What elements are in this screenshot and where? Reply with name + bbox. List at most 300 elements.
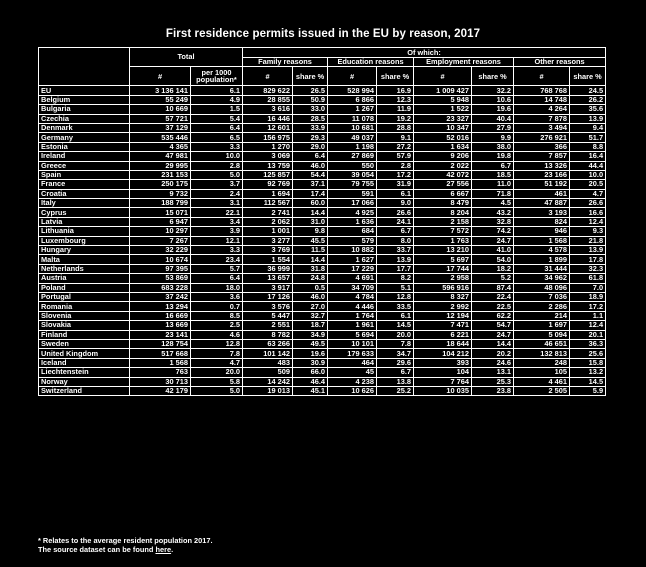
employment-share-cell: 25.3 [472,377,514,386]
header-other-share: share % [570,67,606,86]
country-cell: Netherlands [39,264,130,273]
employment-share-cell: 54.7 [472,321,514,330]
employment-count-cell: 7 471 [414,321,472,330]
employment-share-cell: 43.2 [472,208,514,217]
other-count-cell: 214 [514,311,570,320]
family-share-cell: 29.0 [293,142,328,151]
other-share-cell: 15.8 [570,358,606,367]
education-count-cell: 4 446 [328,302,377,311]
table-row [39,283,606,292]
header-family: Family reasons [243,58,328,67]
education-share-cell: 12.3 [377,95,414,104]
per-1000-cell: 6.4 [191,123,243,132]
table-row [39,274,606,283]
total-count-cell: 763 [130,368,191,377]
table-row [39,368,606,377]
other-count-cell: 34 962 [514,274,570,283]
employment-count-cell: 6 667 [414,189,472,198]
employment-count-cell: 2 958 [414,274,472,283]
family-share-cell: 32.7 [293,311,328,320]
country-cell: Denmark [39,123,130,132]
employment-count-cell: 7 572 [414,227,472,236]
header-education-share: share % [377,67,414,86]
per-1000-cell: 6.4 [191,274,243,283]
employment-share-cell: 40.4 [472,114,514,123]
family-count-cell: 112 567 [243,199,293,208]
education-share-cell: 8.2 [377,274,414,283]
total-count-cell: 6 947 [130,217,191,226]
family-count-cell: 63 266 [243,339,293,348]
table-row [39,170,606,179]
employment-share-cell: 32.8 [472,217,514,226]
table-row [39,227,606,236]
education-count-cell: 1 267 [328,105,377,114]
education-count-cell: 464 [328,358,377,367]
total-count-cell: 250 175 [130,180,191,189]
table-row [39,246,606,255]
employment-share-cell: 74.2 [472,227,514,236]
table-row [39,180,606,189]
family-count-cell: 1 554 [243,255,293,264]
per-1000-cell: 2.8 [191,161,243,170]
employment-count-cell: 5 948 [414,95,472,104]
family-count-cell: 14 242 [243,377,293,386]
education-share-cell: 26.6 [377,208,414,217]
other-share-cell: 4.7 [570,189,606,198]
education-share-cell: 11.9 [377,105,414,114]
family-count-cell: 1 694 [243,189,293,198]
education-count-cell: 1 961 [328,321,377,330]
family-share-cell: 60.0 [293,199,328,208]
education-count-cell: 6 866 [328,95,377,104]
education-count-cell: 4 238 [328,377,377,386]
country-cell: Switzerland [39,386,130,395]
employment-share-cell: 22.4 [472,292,514,301]
family-count-cell: 509 [243,368,293,377]
education-share-cell: 2.8 [377,161,414,170]
other-share-cell: 35.6 [570,105,606,114]
family-count-cell: 1 270 [243,142,293,151]
education-share-cell: 9.1 [377,133,414,142]
other-count-cell: 4 461 [514,377,570,386]
other-count-cell: 48 096 [514,283,570,292]
footnote: * Relates to the average resident population 2017. [38,536,213,545]
education-count-cell: 1 764 [328,311,377,320]
country-cell: Lithuania [39,227,130,236]
other-share-cell: 51.7 [570,133,606,142]
employment-share-cell: 11.0 [472,180,514,189]
table-notes [38,536,213,554]
education-count-cell: 579 [328,236,377,245]
employment-share-cell: 22.5 [472,302,514,311]
total-count-cell: 128 754 [130,339,191,348]
family-count-cell: 13 657 [243,274,293,283]
other-count-cell: 7 036 [514,292,570,301]
family-count-cell: 19 013 [243,386,293,395]
per-1000-cell: 8.5 [191,311,243,320]
country-cell: France [39,180,130,189]
table-row [39,217,606,226]
family-share-cell: 37.1 [293,180,328,189]
employment-count-cell: 42 072 [414,170,472,179]
other-count-cell: 46 651 [514,339,570,348]
other-share-cell: 1.1 [570,311,606,320]
family-count-cell: 1 001 [243,227,293,236]
other-share-cell: 13.9 [570,114,606,123]
total-count-cell: 4 365 [130,142,191,151]
education-share-cell: 57.9 [377,152,414,161]
employment-count-cell: 6 221 [414,330,472,339]
employment-count-cell: 5 697 [414,255,472,264]
family-share-cell: 49.5 [293,339,328,348]
per-1000-cell: 0.7 [191,302,243,311]
table-row [39,123,606,132]
country-cell: Belgium [39,95,130,104]
source-link[interactable]: here [155,545,172,554]
header-education-count: # [328,67,377,86]
total-count-cell: 37 242 [130,292,191,301]
source-suffix: . [171,545,174,554]
other-share-cell: 12.4 [570,217,606,226]
family-share-cell: 31.8 [293,264,328,273]
other-share-cell: 24.5 [570,86,606,95]
education-share-cell: 13.8 [377,377,414,386]
table-row [39,105,606,114]
source-prefix: The source dataset can be found [38,545,156,554]
per-1000-cell: 6.1 [191,86,243,95]
total-count-cell: 10 674 [130,255,191,264]
education-share-cell: 6.1 [377,311,414,320]
country-cell: Germany [39,133,130,142]
employment-count-cell: 12 194 [414,311,472,320]
employment-count-cell: 52 016 [414,133,472,142]
other-count-cell: 13 326 [514,161,570,170]
employment-share-cell: 71.8 [472,189,514,198]
other-count-cell: 23 166 [514,170,570,179]
education-share-cell: 9.0 [377,199,414,208]
education-share-cell: 28.8 [377,123,414,132]
table-row [39,255,606,264]
other-count-cell: 276 921 [514,133,570,142]
per-1000-cell: 20.0 [191,368,243,377]
table-row [39,142,606,151]
employment-count-cell: 1 634 [414,142,472,151]
family-count-cell: 3 769 [243,246,293,255]
table-row [39,292,606,301]
employment-share-cell: 54.0 [472,255,514,264]
family-share-cell: 24.8 [293,274,328,283]
family-share-cell: 33.9 [293,123,328,132]
country-cell: Romania [39,302,130,311]
country-cell: Latvia [39,217,130,226]
employment-count-cell: 8 327 [414,292,472,301]
per-1000-cell: 5.7 [191,264,243,273]
per-1000-cell: 3.3 [191,246,243,255]
education-count-cell: 27 869 [328,152,377,161]
other-count-cell: 366 [514,142,570,151]
education-share-cell: 27.2 [377,142,414,151]
employment-count-cell: 2 992 [414,302,472,311]
country-cell: Liechtenstein [39,368,130,377]
employment-share-cell: 19.8 [472,152,514,161]
per-1000-cell: 1.5 [191,105,243,114]
education-share-cell: 12.8 [377,292,414,301]
employment-share-cell: 27.9 [472,123,514,132]
other-count-cell: 31 444 [514,264,570,273]
education-count-cell: 4 784 [328,292,377,301]
employment-count-cell: 1 763 [414,236,472,245]
per-1000-cell: 3.7 [191,180,243,189]
education-share-cell: 33.7 [377,246,414,255]
header-other: Other reasons [514,58,606,67]
family-share-cell: 66.0 [293,368,328,377]
other-share-cell: 5.9 [570,386,606,395]
other-share-cell: 13.2 [570,368,606,377]
other-share-cell: 21.8 [570,236,606,245]
family-count-cell: 17 126 [243,292,293,301]
employment-count-cell: 10 035 [414,386,472,395]
family-count-cell: 12 601 [243,123,293,132]
country-cell: Spain [39,170,130,179]
total-count-cell: 13 669 [130,321,191,330]
country-cell: Sweden [39,339,130,348]
total-count-cell: 32 229 [130,246,191,255]
total-count-cell: 37 129 [130,123,191,132]
education-count-cell: 34 709 [328,283,377,292]
family-count-cell: 2 062 [243,217,293,226]
header-per-1000: per 1000 population* [191,67,243,86]
education-share-cell: 6.7 [377,368,414,377]
education-count-cell: 591 [328,189,377,198]
employment-count-cell: 393 [414,358,472,367]
per-1000-cell: 12.8 [191,339,243,348]
employment-share-cell: 32.2 [472,86,514,95]
other-count-cell: 768 768 [514,86,570,95]
source-line [38,545,213,554]
header-family-count: # [243,67,293,86]
employment-share-cell: 18.2 [472,264,514,273]
per-1000-cell: 4.6 [191,330,243,339]
country-cell: Greece [39,161,130,170]
other-share-cell: 16.6 [570,208,606,217]
family-count-cell: 8 782 [243,330,293,339]
education-count-cell: 17 066 [328,199,377,208]
country-cell: Bulgaria [39,105,130,114]
country-cell: Luxembourg [39,236,130,245]
residence-permits-table [38,47,606,396]
other-share-cell: 13.9 [570,246,606,255]
employment-count-cell: 104 212 [414,349,472,358]
total-count-cell: 7 267 [130,236,191,245]
per-1000-cell: 10.0 [191,152,243,161]
education-count-cell: 10 626 [328,386,377,395]
country-cell: Ireland [39,152,130,161]
country-cell: Slovakia [39,321,130,330]
employment-share-cell: 24.7 [472,236,514,245]
family-share-cell: 46.4 [293,377,328,386]
other-count-cell: 132 813 [514,349,570,358]
employment-count-cell: 596 916 [414,283,472,292]
other-count-cell: 3 494 [514,123,570,132]
employment-share-cell: 4.5 [472,199,514,208]
family-share-cell: 17.4 [293,189,328,198]
header-education: Education reasons [328,58,414,67]
family-share-cell: 50.9 [293,95,328,104]
family-count-cell: 3 616 [243,105,293,114]
total-count-cell: 57 721 [130,114,191,123]
education-share-cell: 5.1 [377,283,414,292]
education-count-cell: 1 636 [328,217,377,226]
education-count-cell: 11 078 [328,114,377,123]
other-share-cell: 26.6 [570,199,606,208]
family-share-cell: 54.4 [293,170,328,179]
education-count-cell: 550 [328,161,377,170]
per-1000-cell: 22.1 [191,208,243,217]
family-count-cell: 156 975 [243,133,293,142]
other-count-cell: 47 887 [514,199,570,208]
other-count-cell: 5 094 [514,330,570,339]
total-count-cell: 3 136 141 [130,86,191,95]
employment-share-cell: 38.0 [472,142,514,151]
per-1000-cell: 6.5 [191,133,243,142]
per-1000-cell: 3.1 [191,199,243,208]
family-count-cell: 92 769 [243,180,293,189]
education-count-cell: 528 994 [328,86,377,95]
employment-share-cell: 13.1 [472,368,514,377]
country-cell: Portugal [39,292,130,301]
other-count-cell: 1 697 [514,321,570,330]
family-share-cell: 27.0 [293,302,328,311]
table-row [39,189,606,198]
total-count-cell: 10 297 [130,227,191,236]
other-share-cell: 20.5 [570,180,606,189]
corner-cell [39,58,130,67]
other-count-cell: 248 [514,358,570,367]
family-share-cell: 6.4 [293,152,328,161]
employment-share-cell: 10.6 [472,95,514,104]
education-share-cell: 20.0 [377,330,414,339]
per-1000-cell: 23.4 [191,255,243,264]
family-count-cell: 2 741 [243,208,293,217]
total-count-cell: 535 446 [130,133,191,142]
table-row [39,152,606,161]
total-count-cell: 97 395 [130,264,191,273]
corner-cell [39,48,130,58]
employment-count-cell: 8 204 [414,208,472,217]
other-count-cell: 461 [514,189,570,198]
family-share-cell: 14.4 [293,255,328,264]
family-count-cell: 13 759 [243,161,293,170]
total-count-cell: 29 995 [130,161,191,170]
employment-share-cell: 5.2 [472,274,514,283]
family-share-cell: 28.5 [293,114,328,123]
table-row [39,311,606,320]
education-count-cell: 10 882 [328,246,377,255]
total-count-cell: 231 153 [130,170,191,179]
other-share-cell: 25.6 [570,349,606,358]
employment-share-cell: 23.8 [472,386,514,395]
table-row [39,377,606,386]
country-cell: Norway [39,377,130,386]
other-count-cell: 1 568 [514,236,570,245]
family-count-cell: 5 447 [243,311,293,320]
education-count-cell: 17 229 [328,264,377,273]
total-count-cell: 23 141 [130,330,191,339]
table-row [39,199,606,208]
country-cell: Estonia [39,142,130,151]
country-cell: Croatia [39,189,130,198]
employment-count-cell: 7 764 [414,377,472,386]
family-share-cell: 0.5 [293,283,328,292]
total-count-cell: 55 249 [130,95,191,104]
per-1000-cell: 18.0 [191,283,243,292]
family-share-cell: 46.0 [293,292,328,301]
family-share-cell: 31.0 [293,217,328,226]
education-share-cell: 31.9 [377,180,414,189]
total-count-cell: 16 669 [130,311,191,320]
per-1000-cell: 5.8 [191,377,243,386]
total-count-cell: 1 568 [130,358,191,367]
total-count-cell: 188 799 [130,199,191,208]
other-share-cell: 61.8 [570,274,606,283]
country-cell: Hungary [39,246,130,255]
education-count-cell: 45 [328,368,377,377]
education-share-cell: 8.0 [377,236,414,245]
other-count-cell: 3 193 [514,208,570,217]
employment-count-cell: 1 009 427 [414,86,472,95]
employment-share-cell: 6.7 [472,161,514,170]
other-count-cell: 14 748 [514,95,570,104]
education-share-cell: 16.9 [377,86,414,95]
family-count-cell: 101 142 [243,349,293,358]
employment-count-cell: 23 327 [414,114,472,123]
family-share-cell: 34.9 [293,330,328,339]
education-share-cell: 7.8 [377,339,414,348]
employment-count-cell: 2 022 [414,161,472,170]
other-count-cell: 2 505 [514,386,570,395]
education-count-cell: 1 627 [328,255,377,264]
education-share-cell: 24.1 [377,217,414,226]
country-cell: Iceland [39,358,130,367]
employment-share-cell: 24.6 [472,358,514,367]
family-count-cell: 125 857 [243,170,293,179]
education-share-cell: 29.6 [377,358,414,367]
total-count-cell: 517 668 [130,349,191,358]
other-share-cell: 17.2 [570,302,606,311]
header-total: Total [130,48,243,67]
other-share-cell: 26.2 [570,95,606,104]
family-count-cell: 28 855 [243,95,293,104]
family-count-cell: 16 446 [243,114,293,123]
other-share-cell: 18.9 [570,292,606,301]
family-count-cell: 3 917 [243,283,293,292]
header-employment-share: share % [472,67,514,86]
employment-count-cell: 18 644 [414,339,472,348]
header-employment-count: # [414,67,472,86]
total-count-cell: 42 179 [130,386,191,395]
other-share-cell: 10.0 [570,170,606,179]
table-row [39,114,606,123]
table-row [39,264,606,273]
per-1000-cell: 4.7 [191,358,243,367]
employment-count-cell: 10 347 [414,123,472,132]
total-count-cell: 13 294 [130,302,191,311]
employment-share-cell: 19.6 [472,105,514,114]
per-1000-cell: 5.0 [191,386,243,395]
education-count-cell: 10 101 [328,339,377,348]
total-count-cell: 683 228 [130,283,191,292]
total-count-cell: 30 713 [130,377,191,386]
